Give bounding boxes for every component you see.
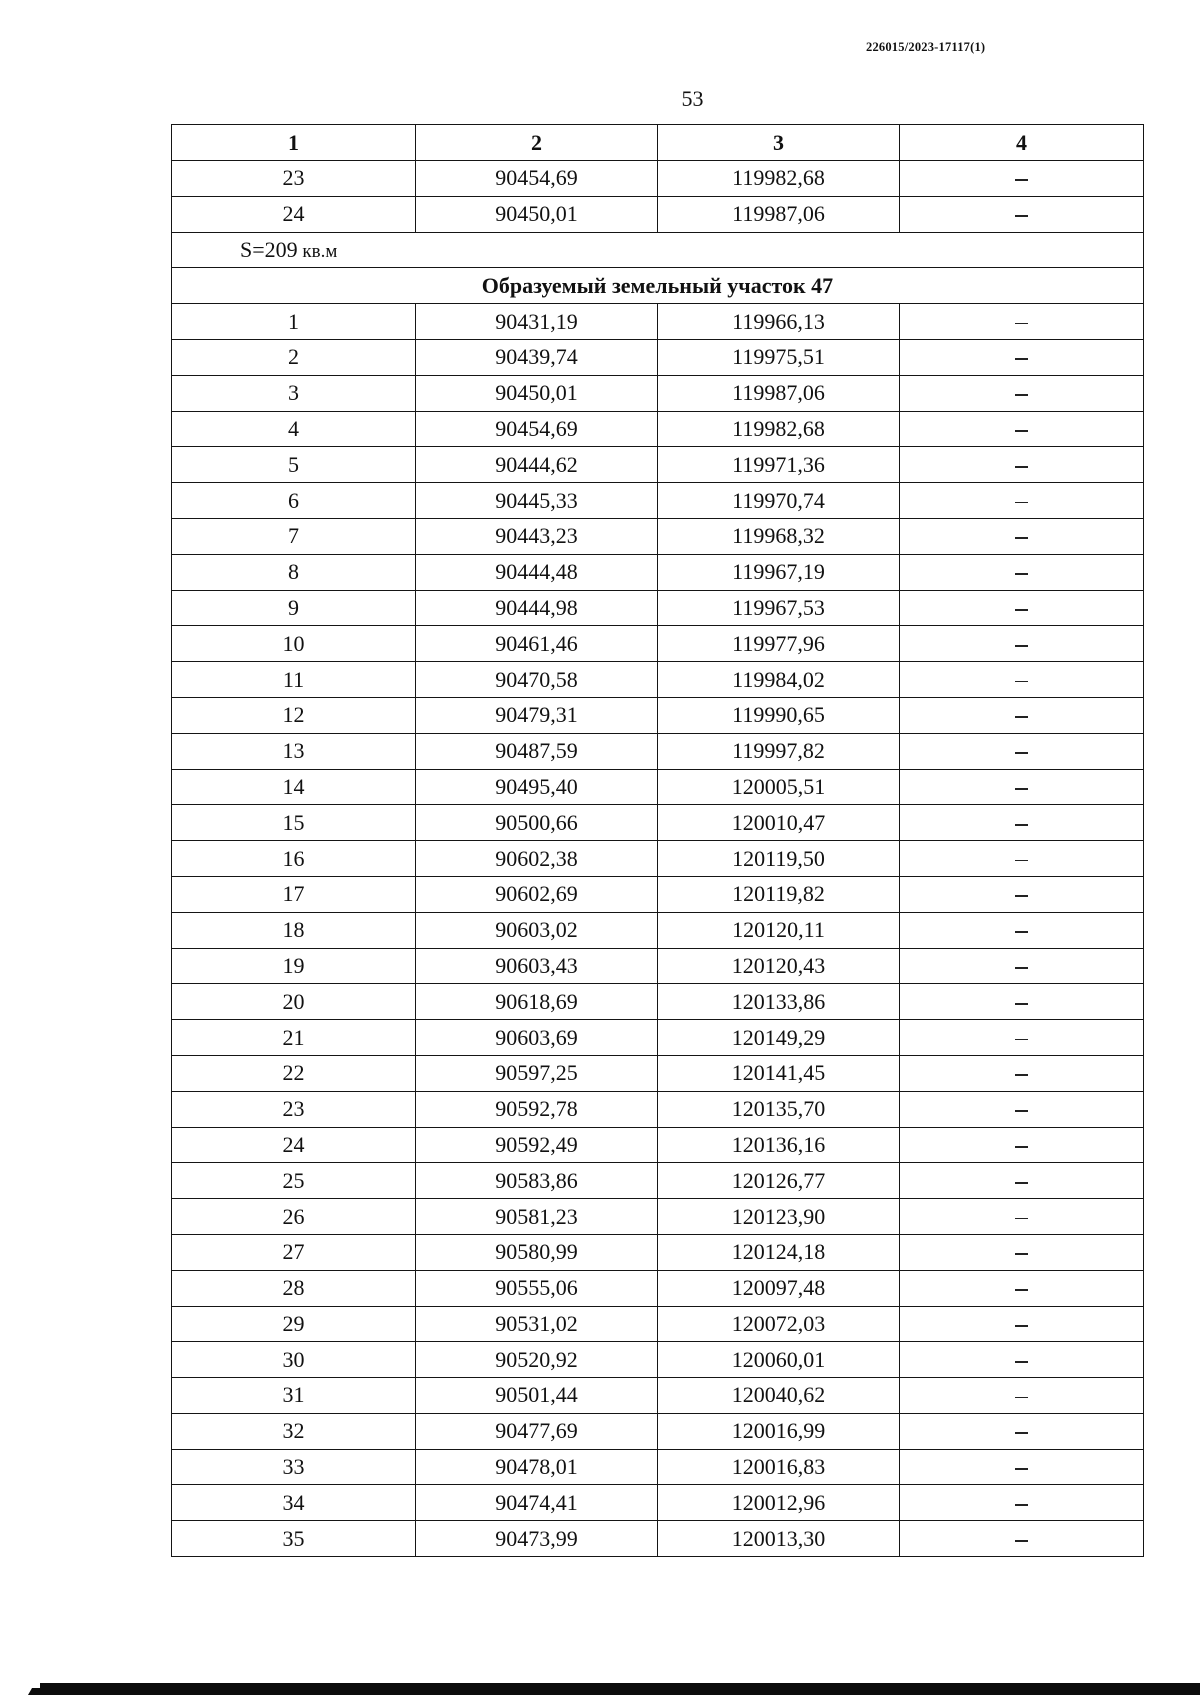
- coordinate-y: 119966,13: [658, 304, 900, 340]
- column-4-value: [900, 841, 1144, 877]
- table-row: [172, 697, 1144, 733]
- coordinate-x: 90477,69: [416, 1413, 658, 1449]
- coordinates-table-body: [172, 125, 1144, 1557]
- point-number: 16: [172, 841, 416, 877]
- table-row: [172, 554, 1144, 590]
- dash-mark: [1015, 358, 1028, 360]
- coordinate-x: 90555,06: [416, 1270, 658, 1306]
- document-id: 226015/2023-17117(1): [866, 40, 986, 54]
- column-4-value: [900, 590, 1144, 626]
- column-4-value: [900, 1055, 1144, 1091]
- point-number: 24: [172, 196, 416, 232]
- dash-mark: [1015, 645, 1028, 647]
- coordinate-x: 90602,69: [416, 876, 658, 912]
- dash-mark: [1015, 609, 1028, 611]
- coordinate-x: 90597,25: [416, 1055, 658, 1091]
- coordinate-x: 90454,69: [416, 411, 658, 447]
- point-number: 24: [172, 1127, 416, 1163]
- column-4-value: [900, 912, 1144, 948]
- coordinate-x: 90478,01: [416, 1449, 658, 1485]
- coordinate-x: 90531,02: [416, 1306, 658, 1342]
- coordinate-x: 90603,02: [416, 912, 658, 948]
- table-row: [172, 1413, 1144, 1449]
- coordinate-y: 119990,65: [658, 697, 900, 733]
- coordinate-y: 120124,18: [658, 1234, 900, 1270]
- coordinate-x: 90473,99: [416, 1521, 658, 1557]
- dash-mark: [1015, 323, 1028, 325]
- coordinate-x: 90444,62: [416, 447, 658, 483]
- column-4-value: [900, 1127, 1144, 1163]
- dash-mark: [1015, 1504, 1028, 1506]
- dash-mark: [1015, 1361, 1028, 1363]
- table-row: [172, 1342, 1144, 1378]
- column-4-value: [900, 554, 1144, 590]
- column-4-value: [900, 984, 1144, 1020]
- column-4-value: [900, 518, 1144, 554]
- coordinate-x: 90495,40: [416, 769, 658, 805]
- column-4-value: [900, 447, 1144, 483]
- column-4-value: [900, 1199, 1144, 1235]
- coordinate-x: 90592,78: [416, 1091, 658, 1127]
- dash-mark: [1015, 1182, 1028, 1184]
- coordinate-x: 90443,23: [416, 518, 658, 554]
- coordinate-y: 120120,11: [658, 912, 900, 948]
- column-header-4: 4: [900, 125, 1144, 161]
- point-number: 29: [172, 1306, 416, 1342]
- column-header-3: 3: [658, 125, 900, 161]
- table-row: [172, 447, 1144, 483]
- point-number: 23: [172, 161, 416, 197]
- table-row: [172, 662, 1144, 698]
- dash-mark: [1015, 931, 1028, 933]
- coordinate-y: 119971,36: [658, 447, 900, 483]
- dash-mark: [1015, 466, 1028, 468]
- table-row: [172, 1127, 1144, 1163]
- coordinate-x: 90450,01: [416, 196, 658, 232]
- coordinate-x: 90461,46: [416, 626, 658, 662]
- table-row: [172, 375, 1144, 411]
- coordinate-y: 120010,47: [658, 805, 900, 841]
- dash-mark: [1015, 895, 1028, 897]
- coordinate-x: 90431,19: [416, 304, 658, 340]
- column-4-value: [900, 1020, 1144, 1056]
- coordinate-y: 119982,68: [658, 411, 900, 447]
- dash-mark: [1015, 1039, 1028, 1041]
- column-4-value: [900, 1342, 1144, 1378]
- table-header-row: [172, 125, 1144, 161]
- coordinate-x: 90479,31: [416, 697, 658, 733]
- coordinate-y: 120005,51: [658, 769, 900, 805]
- coordinate-x: 90520,92: [416, 1342, 658, 1378]
- point-number: 14: [172, 769, 416, 805]
- point-number: 2: [172, 339, 416, 375]
- coordinate-y: 119987,06: [658, 196, 900, 232]
- coordinate-y: 120040,62: [658, 1378, 900, 1414]
- column-4-value: [900, 161, 1144, 197]
- point-number: 5: [172, 447, 416, 483]
- column-4-value: [900, 805, 1144, 841]
- coordinate-x: 90501,44: [416, 1378, 658, 1414]
- column-4-value: [900, 876, 1144, 912]
- point-number: 1: [172, 304, 416, 340]
- dash-mark: [1015, 1397, 1028, 1399]
- coordinate-y: 120135,70: [658, 1091, 900, 1127]
- coordinate-x: 90592,49: [416, 1127, 658, 1163]
- coordinate-y: 119984,02: [658, 662, 900, 698]
- point-number: 18: [172, 912, 416, 948]
- coordinate-y: 120133,86: [658, 984, 900, 1020]
- coordinate-y: 120013,30: [658, 1521, 900, 1557]
- point-number: 34: [172, 1485, 416, 1521]
- dash-mark: [1015, 752, 1028, 754]
- dash-mark: [1015, 788, 1028, 790]
- point-number: 8: [172, 554, 416, 590]
- point-number: 15: [172, 805, 416, 841]
- table-row: [172, 626, 1144, 662]
- column-4-value: [900, 196, 1144, 232]
- dash-mark: [1015, 860, 1028, 862]
- point-number: 12: [172, 697, 416, 733]
- point-number: 4: [172, 411, 416, 447]
- table-row: [172, 1485, 1144, 1521]
- dash-mark: [1015, 430, 1028, 432]
- point-number: 10: [172, 626, 416, 662]
- column-4-value: [900, 697, 1144, 733]
- dash-mark: [1015, 1289, 1028, 1291]
- coordinate-y: 120120,43: [658, 948, 900, 984]
- coordinate-y: 119967,19: [658, 554, 900, 590]
- dash-mark: [1015, 502, 1028, 504]
- point-number: 7: [172, 518, 416, 554]
- coordinate-y: 120149,29: [658, 1020, 900, 1056]
- table-row: [172, 411, 1144, 447]
- table-row: [172, 304, 1144, 340]
- dash-mark: [1015, 1146, 1028, 1148]
- table-row: [172, 161, 1144, 197]
- coordinate-x: 90487,59: [416, 733, 658, 769]
- dash-mark: [1015, 1110, 1028, 1112]
- column-4-value: [900, 769, 1144, 805]
- column-4-value: [900, 483, 1144, 519]
- dash-mark: [1015, 179, 1028, 181]
- table-row: [172, 1306, 1144, 1342]
- column-4-value: [900, 411, 1144, 447]
- coordinate-x: 90474,41: [416, 1485, 658, 1521]
- column-4-value: [900, 1163, 1144, 1199]
- area-row: [172, 232, 1144, 268]
- table-row: [172, 984, 1144, 1020]
- point-number: 20: [172, 984, 416, 1020]
- point-number: 13: [172, 733, 416, 769]
- dash-mark: [1015, 1253, 1028, 1255]
- coordinate-x: 90618,69: [416, 984, 658, 1020]
- dash-mark: [1015, 1074, 1028, 1076]
- coordinate-y: 120060,01: [658, 1342, 900, 1378]
- table-row: [172, 590, 1144, 626]
- column-4-value: [900, 1449, 1144, 1485]
- table-row: [172, 339, 1144, 375]
- dash-mark: [1015, 1325, 1028, 1327]
- area-unit: кв.м: [297, 240, 338, 262]
- dash-mark: [1015, 681, 1028, 683]
- coordinate-x: 90581,23: [416, 1199, 658, 1235]
- table-row: [172, 1055, 1144, 1091]
- column-4-value: [900, 1413, 1144, 1449]
- dash-mark: [1015, 1218, 1028, 1220]
- table-row: [172, 948, 1144, 984]
- coordinate-y: 120072,03: [658, 1306, 900, 1342]
- table-row: [172, 841, 1144, 877]
- coordinate-y: 119968,32: [658, 518, 900, 554]
- coordinate-y: 120136,16: [658, 1127, 900, 1163]
- coordinate-y: 120097,48: [658, 1270, 900, 1306]
- dash-mark: [1015, 1468, 1028, 1470]
- column-4-value: [900, 304, 1144, 340]
- column-4-value: [900, 339, 1144, 375]
- coordinate-y: 120126,77: [658, 1163, 900, 1199]
- point-number: 28: [172, 1270, 416, 1306]
- coordinate-x: 90602,38: [416, 841, 658, 877]
- coordinate-y: 120016,99: [658, 1413, 900, 1449]
- coordinate-y: 120016,83: [658, 1449, 900, 1485]
- point-number: 19: [172, 948, 416, 984]
- point-number: 25: [172, 1163, 416, 1199]
- coordinate-x: 90580,99: [416, 1234, 658, 1270]
- column-4-value: [900, 662, 1144, 698]
- point-number: 17: [172, 876, 416, 912]
- coordinate-y: 120119,82: [658, 876, 900, 912]
- dash-mark: [1015, 967, 1028, 969]
- column-header-1: 1: [172, 125, 416, 161]
- dash-mark: [1015, 1540, 1028, 1542]
- coordinate-y: 119970,74: [658, 483, 900, 519]
- column-4-value: [900, 1270, 1144, 1306]
- table-row: [172, 518, 1144, 554]
- coordinate-x: 90439,74: [416, 339, 658, 375]
- coordinate-y: 119977,96: [658, 626, 900, 662]
- point-number: 3: [172, 375, 416, 411]
- coordinate-y: 119975,51: [658, 339, 900, 375]
- table-row: [172, 1449, 1144, 1485]
- column-4-value: [900, 1521, 1144, 1557]
- coordinate-x: 90445,33: [416, 483, 658, 519]
- column-4-value: [900, 1234, 1144, 1270]
- coordinate-y: 120119,50: [658, 841, 900, 877]
- coordinate-x: 90454,69: [416, 161, 658, 197]
- coordinate-y: 119997,82: [658, 733, 900, 769]
- table-row: [172, 1521, 1144, 1557]
- area-value: S=209: [240, 236, 298, 262]
- dash-mark: [1015, 537, 1028, 539]
- dash-mark: [1015, 215, 1028, 217]
- coordinate-y: 120123,90: [658, 1199, 900, 1235]
- column-4-value: [900, 1485, 1144, 1521]
- table-row: [172, 1020, 1144, 1056]
- dash-mark: [1015, 1003, 1028, 1005]
- coordinates-table: [171, 124, 1144, 1557]
- table-row: [172, 196, 1144, 232]
- column-4-value: [900, 375, 1144, 411]
- coordinate-y: 120012,96: [658, 1485, 900, 1521]
- table-row: [172, 769, 1144, 805]
- table-row: [172, 733, 1144, 769]
- scan-edge-bar: [40, 1683, 1200, 1695]
- coordinate-x: 90603,43: [416, 948, 658, 984]
- point-number: 9: [172, 590, 416, 626]
- table-row: [172, 912, 1144, 948]
- point-number: 21: [172, 1020, 416, 1056]
- column-4-value: [900, 1378, 1144, 1414]
- table-row: [172, 1234, 1144, 1270]
- dash-mark: [1015, 716, 1028, 718]
- coordinate-x: 90470,58: [416, 662, 658, 698]
- table-row: [172, 876, 1144, 912]
- dash-mark: [1015, 1432, 1028, 1434]
- dash-mark: [1015, 824, 1028, 826]
- table-row: [172, 1270, 1144, 1306]
- point-number: 33: [172, 1449, 416, 1485]
- point-number: 11: [172, 662, 416, 698]
- dash-mark: [1015, 573, 1028, 575]
- coordinate-x: 90444,48: [416, 554, 658, 590]
- column-header-2: 2: [416, 125, 658, 161]
- point-number: 35: [172, 1521, 416, 1557]
- point-number: 31: [172, 1378, 416, 1414]
- coordinate-x: 90500,66: [416, 805, 658, 841]
- column-4-value: [900, 1091, 1144, 1127]
- point-number: 30: [172, 1342, 416, 1378]
- point-number: 6: [172, 483, 416, 519]
- coordinate-x: 90450,01: [416, 375, 658, 411]
- point-number: 26: [172, 1199, 416, 1235]
- coordinate-x: 90603,69: [416, 1020, 658, 1056]
- scan-edge-tail: [28, 1688, 62, 1695]
- coordinate-y: 119987,06: [658, 375, 900, 411]
- point-number: 27: [172, 1234, 416, 1270]
- coordinate-y: 120141,45: [658, 1055, 900, 1091]
- point-number: 22: [172, 1055, 416, 1091]
- page-number: 53: [681, 86, 704, 111]
- table-row: [172, 483, 1144, 519]
- coordinate-x: 90583,86: [416, 1163, 658, 1199]
- table-row: [172, 1091, 1144, 1127]
- table-row: [172, 1378, 1144, 1414]
- column-4-value: [900, 948, 1144, 984]
- coordinate-y: 119982,68: [658, 161, 900, 197]
- column-4-value: [900, 1306, 1144, 1342]
- area-cell: [172, 232, 1144, 268]
- coordinate-y: 119967,53: [658, 590, 900, 626]
- table-row: [172, 805, 1144, 841]
- table-row: [172, 1199, 1144, 1235]
- dash-mark: [1015, 394, 1028, 396]
- column-4-value: [900, 626, 1144, 662]
- section-title: Образуемый земельный участок 47: [172, 268, 1144, 304]
- table-row: [172, 1163, 1144, 1199]
- section-title-row: [172, 268, 1144, 304]
- coordinate-x: 90444,98: [416, 590, 658, 626]
- point-number: 32: [172, 1413, 416, 1449]
- point-number: 23: [172, 1091, 416, 1127]
- column-4-value: [900, 733, 1144, 769]
